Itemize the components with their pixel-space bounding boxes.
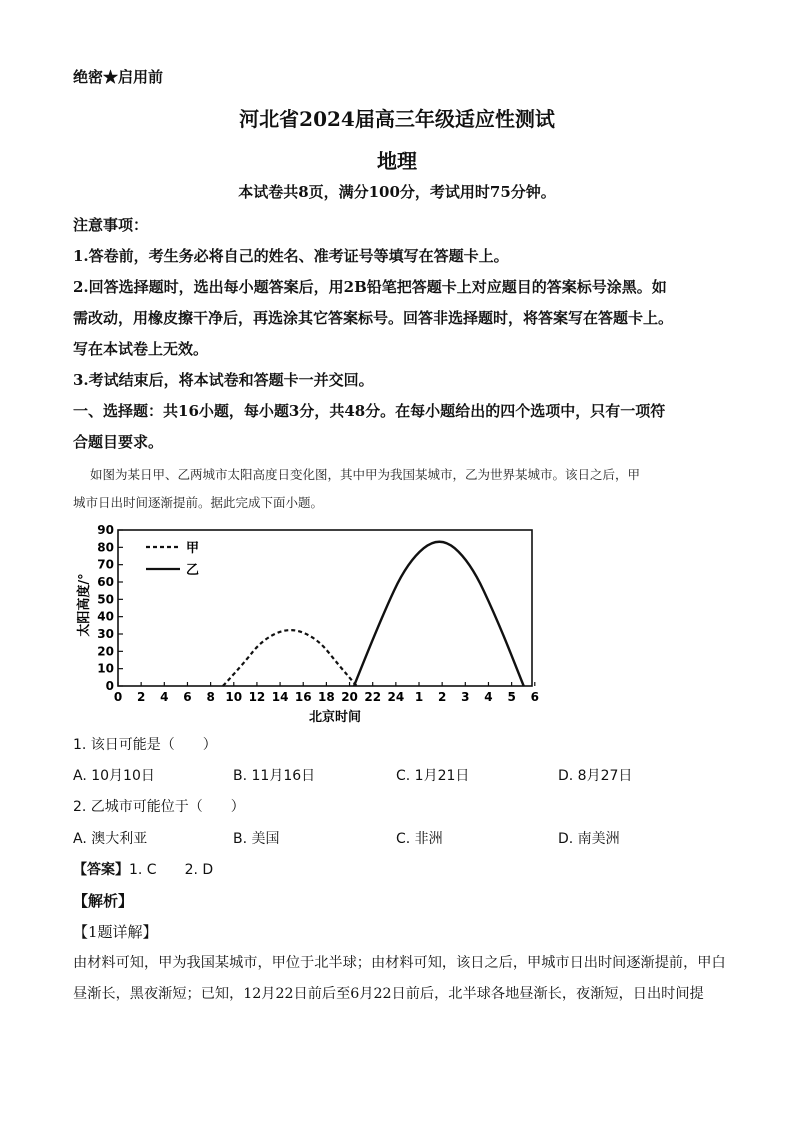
chart-x-tick-label: 16 bbox=[294, 690, 312, 704]
chart-y-tick-label: 90 bbox=[97, 523, 114, 537]
chart-y-tick-label: 40 bbox=[97, 609, 114, 624]
notes-item-2-line-2: 需改动，用橡皮擦干净后，再选涂其它答案标号。回答非选择题时，将答案写在答题卡上。 bbox=[73, 309, 674, 327]
chart-series-yi-line bbox=[354, 542, 524, 686]
answer-label: 【答案】 bbox=[73, 862, 129, 878]
chart-x-tick-label: 20 bbox=[341, 690, 358, 704]
chart-y-tick-label: 0 bbox=[105, 679, 114, 693]
analysis-detail-heading: 【1题详解】 bbox=[73, 923, 158, 941]
exam-subject: 地理 bbox=[377, 149, 417, 173]
section-heading-line-2: 合题目要求。 bbox=[73, 433, 164, 451]
chart-x-tick-label: 5 bbox=[507, 690, 516, 704]
notes-item-1: 1.答卷前，考生务必将自己的姓名、准考证号等填写在答题卡上。 bbox=[73, 247, 509, 265]
chart-x-tick-label: 10 bbox=[225, 690, 243, 704]
question-2-option-b: B. 美国 bbox=[233, 831, 280, 847]
analysis-label: 【解析】 bbox=[73, 892, 134, 910]
confidential-mark: 绝密★启用前 bbox=[73, 68, 164, 86]
chart-x-tick-label: 8 bbox=[206, 690, 215, 704]
chart-x-tick-label: 6 bbox=[530, 690, 539, 704]
chart-x-tick-label: 2 bbox=[437, 690, 447, 704]
chart-frame bbox=[118, 530, 532, 686]
chart-y-tick-label: 20 bbox=[97, 644, 114, 659]
question-2-option-d: D. 南美洲 bbox=[558, 831, 620, 847]
material-line-1: 如图为某日甲、乙两城市太阳高度日变化图，其中甲为我国某城市，乙为世界某城市。该日之后，甲 bbox=[90, 467, 641, 482]
notes-item-2-line-1: 2.回答选择题时，选出每小题答案后，用2B铅笔把答题卡上对应题目的答案标号涂黑。如 bbox=[73, 278, 667, 296]
chart-y-tick-label: 30 bbox=[97, 627, 114, 641]
question-1-stem: 1. 该日可能是（ ） bbox=[73, 737, 217, 753]
sun-altitude-chart bbox=[70, 520, 550, 725]
section-heading-line-1: 一、选择题：共16小题，每小题3分，共48分。在每小题给出的四个选项中，只有一项符 bbox=[73, 402, 666, 420]
analysis-line-2: 昼渐长，黑夜渐短；已知，12月22日前后至6月22日前后，北半球各地昼渐长，夜渐短，日出时间提 bbox=[73, 986, 704, 1002]
question-2-stem: 2. 乙城市可能位于（ ） bbox=[73, 799, 245, 815]
chart-x-tick-label: 4 bbox=[160, 690, 169, 704]
chart-x-tick-label: 0 bbox=[113, 690, 123, 704]
question-2-option-c: C. 非洲 bbox=[396, 831, 443, 847]
question-2-option-a: A. 澳大利亚 bbox=[73, 831, 148, 847]
analysis-line-1: 由材料可知，甲为我国某城市，甲位于北半球；由材料可知，该日之后，甲城市日出时间逐渐提前，甲白 bbox=[73, 955, 726, 971]
question-1-option-a: A. 10月10日 bbox=[73, 768, 155, 784]
notes-item-3: 3.考试结束后，将本试卷和答题卡一并交回。 bbox=[73, 371, 374, 389]
legend-label-yi: 乙 bbox=[186, 563, 200, 578]
chart-y-tick-label: 80 bbox=[97, 540, 114, 555]
chart-y-tick-label: 70 bbox=[97, 557, 114, 572]
notes-item-2-line-3: 写在本试卷上无效。 bbox=[73, 340, 209, 358]
notes-heading: 注意事项： bbox=[73, 216, 149, 234]
answer-row bbox=[73, 859, 213, 879]
chart-y-tick-label: 50 bbox=[97, 592, 114, 607]
answer-value: 1. C 2. D bbox=[129, 862, 214, 878]
chart-x-tick-label: 6 bbox=[183, 690, 192, 704]
chart-y-tick-label: 60 bbox=[97, 575, 114, 589]
chart-x-tick-label: 4 bbox=[484, 690, 493, 704]
legend-label-jia: 甲 bbox=[186, 541, 200, 556]
question-1-option-c: C. 1月21日 bbox=[396, 768, 470, 784]
chart-x-tick-label: 22 bbox=[364, 690, 382, 704]
chart-x-tick-label: 14 bbox=[271, 690, 289, 704]
chart-x-tick-label: 18 bbox=[318, 690, 335, 704]
chart-y-axis-label: 太阳高度/° bbox=[77, 573, 92, 637]
exam-title: 河北省2024届高三年级适应性测试 bbox=[239, 107, 555, 131]
chart-x-tick-label: 12 bbox=[248, 690, 266, 704]
chart-x-tick-label: 2 bbox=[136, 690, 146, 704]
chart-series-jia-line bbox=[223, 630, 357, 686]
question-1-option-d: D. 8月27日 bbox=[558, 768, 633, 784]
chart-y-tick-label: 10 bbox=[97, 661, 114, 676]
chart-x-tick-label: 24 bbox=[387, 690, 405, 704]
exam-info: 本试卷共8页，满分100分，考试用时75分钟。 bbox=[238, 183, 556, 201]
chart-x-tick-label: 3 bbox=[461, 690, 470, 704]
chart-x-tick-label: 1 bbox=[414, 690, 424, 704]
material-line-2: 城市日出时间逐渐提前。据此完成下面小题。 bbox=[73, 495, 324, 510]
question-1-option-b: B. 11月16日 bbox=[233, 768, 316, 784]
chart-x-axis-label: 北京时间 bbox=[308, 710, 362, 725]
